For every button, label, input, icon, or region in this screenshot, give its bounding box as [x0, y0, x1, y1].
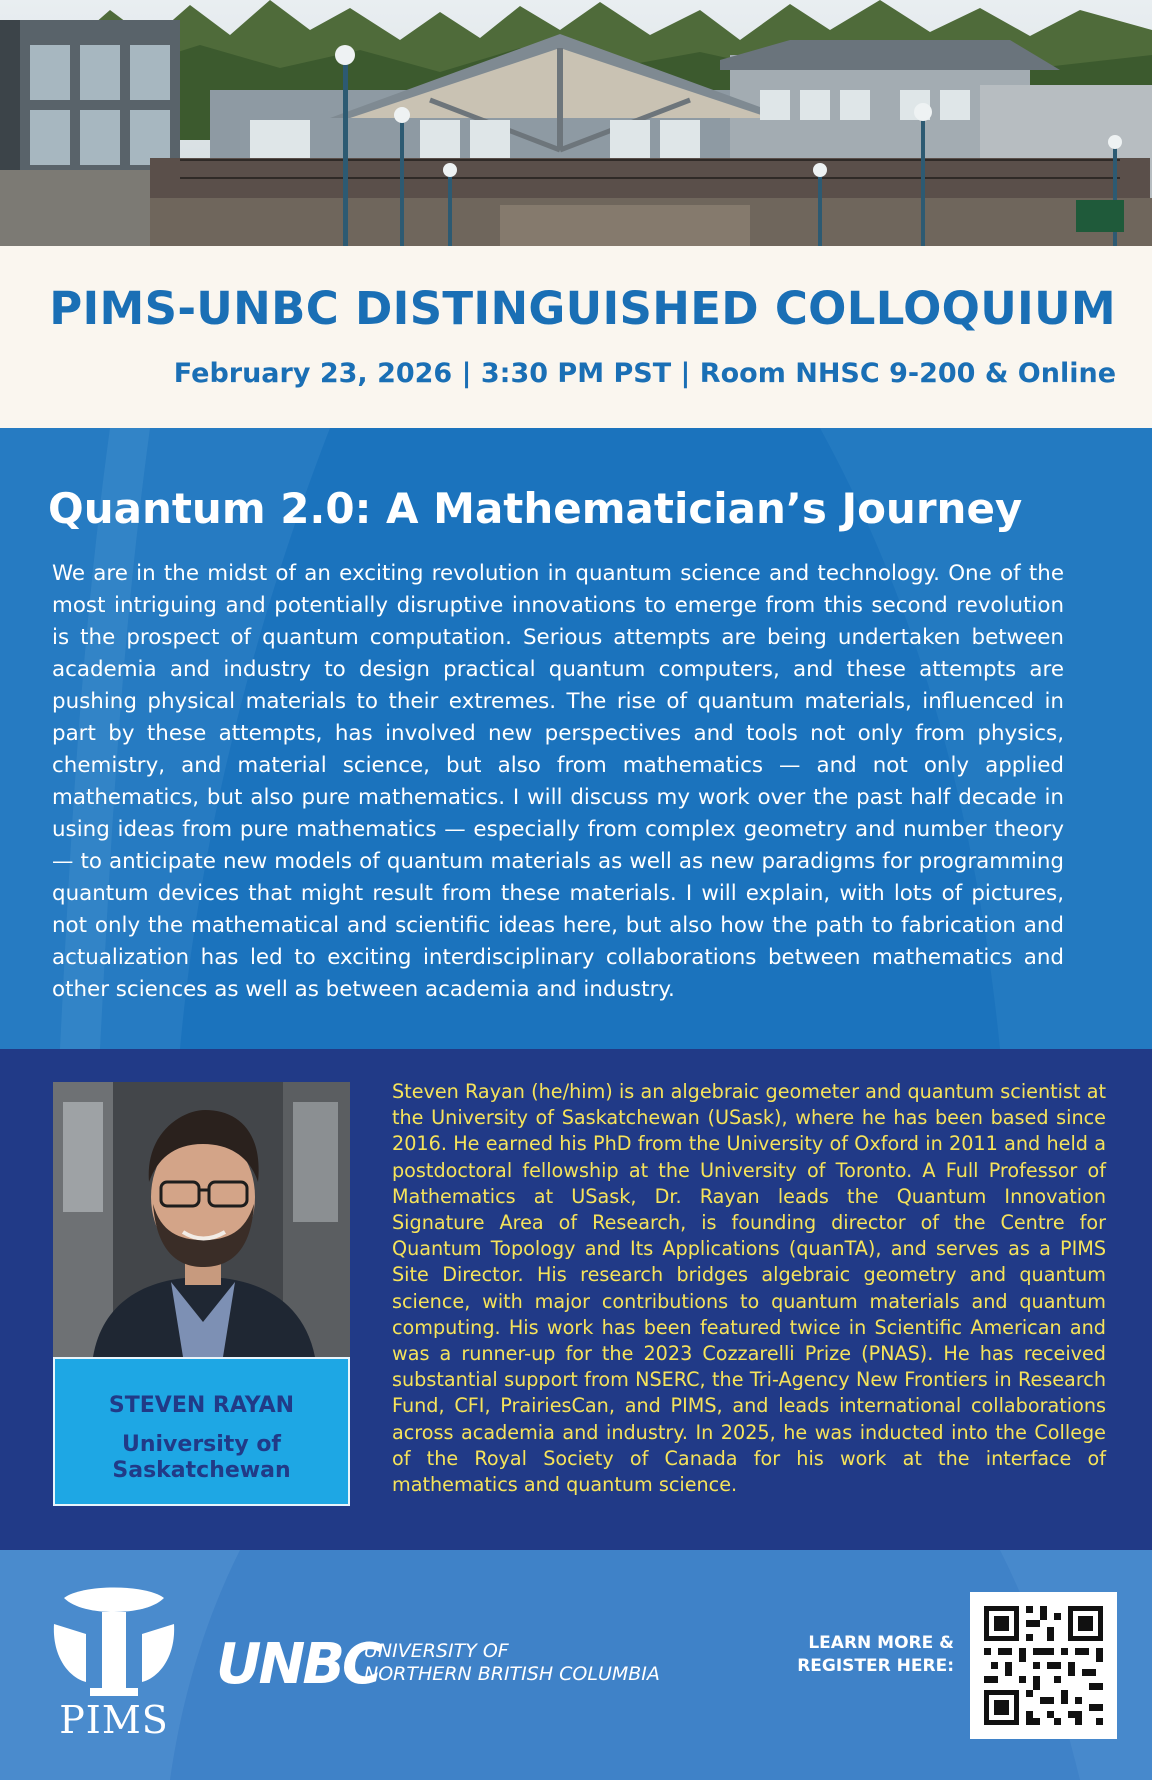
registration-qr-code[interactable]	[970, 1592, 1117, 1739]
speaker-name: STEVEN RAYAN	[108, 1393, 295, 1418]
campus-photo	[0, 0, 1152, 246]
cta-line2: REGISTER HERE:	[797, 1656, 954, 1676]
event-details: February 23, 2026 | 3:30 PM PST | Room NHSC 9-200 & Online	[173, 358, 1116, 389]
cta-line1: LEARN MORE &	[808, 1633, 954, 1653]
speaker-photo	[53, 1082, 350, 1357]
footer	[0, 1550, 1152, 1780]
speaker-section	[0, 1049, 1152, 1550]
talk-abstract: We are in the midst of an exciting revolution in quantum science and technology. One of the most intriguing and potentially disruptive innovations to emerge from this second revolution is the prospect of quantum computation. Serious attempts are being undertaken between academia and industry to design practical quantum computers, and these attempts are pushing physical materials to their extremes. The rise of quantum materials, influenced in part by these attempts, has involved new perspectives and tools not only from physics, chemistry, and material science, but also from mathematics — and not only applied mathematics, but also pure mathematics. I will discuss my work over the past half decade in using ideas from pure mathematics — especially from complex geometry and number theory — to anticipate new models of quantum materials as well as new paradigms for programming quantum devices that might result from these materials. I will explain, with lots of pictures, not only the mathematical and scientific ideas here, but also how the path to fabrication and actualization has led to exciting interdisciplinary collaborations between mathematics and other sciences as well as between academia and industry.	[52, 561, 1064, 1002]
unbc-full-name	[364, 1640, 660, 1686]
speaker-affiliation: University of Saskatchewan	[112, 1432, 291, 1483]
unbc-name-line1: UNIVERSITY OF	[364, 1640, 509, 1662]
talk-title: Quantum 2.0: A Mathematician’s Journey	[48, 484, 1023, 533]
speaker-name-card	[53, 1357, 350, 1506]
unbc-name-line2: NORTHERN BRITISH COLUMBIA	[364, 1663, 660, 1685]
speaker-bio: Steven Rayan (he/him) is an algebraic geometer and quantum scientist at the University of Saskatchewan (USask), where he has been based since 2016. He earned his PhD from the University of Oxford in 2011 and held a postdoctoral fellowship at the University of Toronto. A Full Professor of Mathematics at USask, Dr. Rayan leads the Quantum Innovation Signature Area of Research, is founding director of the Centre for Quantum Topology and Its Applications (quanTA), and serves as a PIMS Site Director. His research bridges algebraic geometry and quantum science, with major contributions to quantum materials and quantum computing. His work has been featured twice in Scientific American and was a runner-up for the 2023 Cozzarelli Prize (PNAS). He has received substantial support from NSERC, the Tri-Agency New Frontiers in Research Fund, CFI, PrairiesCan, and PIMS, and leads international collaborations across academia and industry. In 2025, he was inducted into the College of the Royal Society of Canada for his work at the interface of mathematics and quantum science.	[392, 1080, 1106, 1497]
colloquium-title: PIMS-UNBC DISTINGUISHED COLLOQUIUM	[49, 282, 1116, 335]
qr-code-icon	[970, 1592, 1117, 1739]
pims-logo-text: PIMS	[59, 1698, 169, 1742]
register-call-to-action	[797, 1632, 954, 1678]
header	[0, 246, 1152, 428]
unbc-logo-mark: UNBC	[216, 1632, 381, 1697]
abstract-section	[0, 428, 1152, 1049]
